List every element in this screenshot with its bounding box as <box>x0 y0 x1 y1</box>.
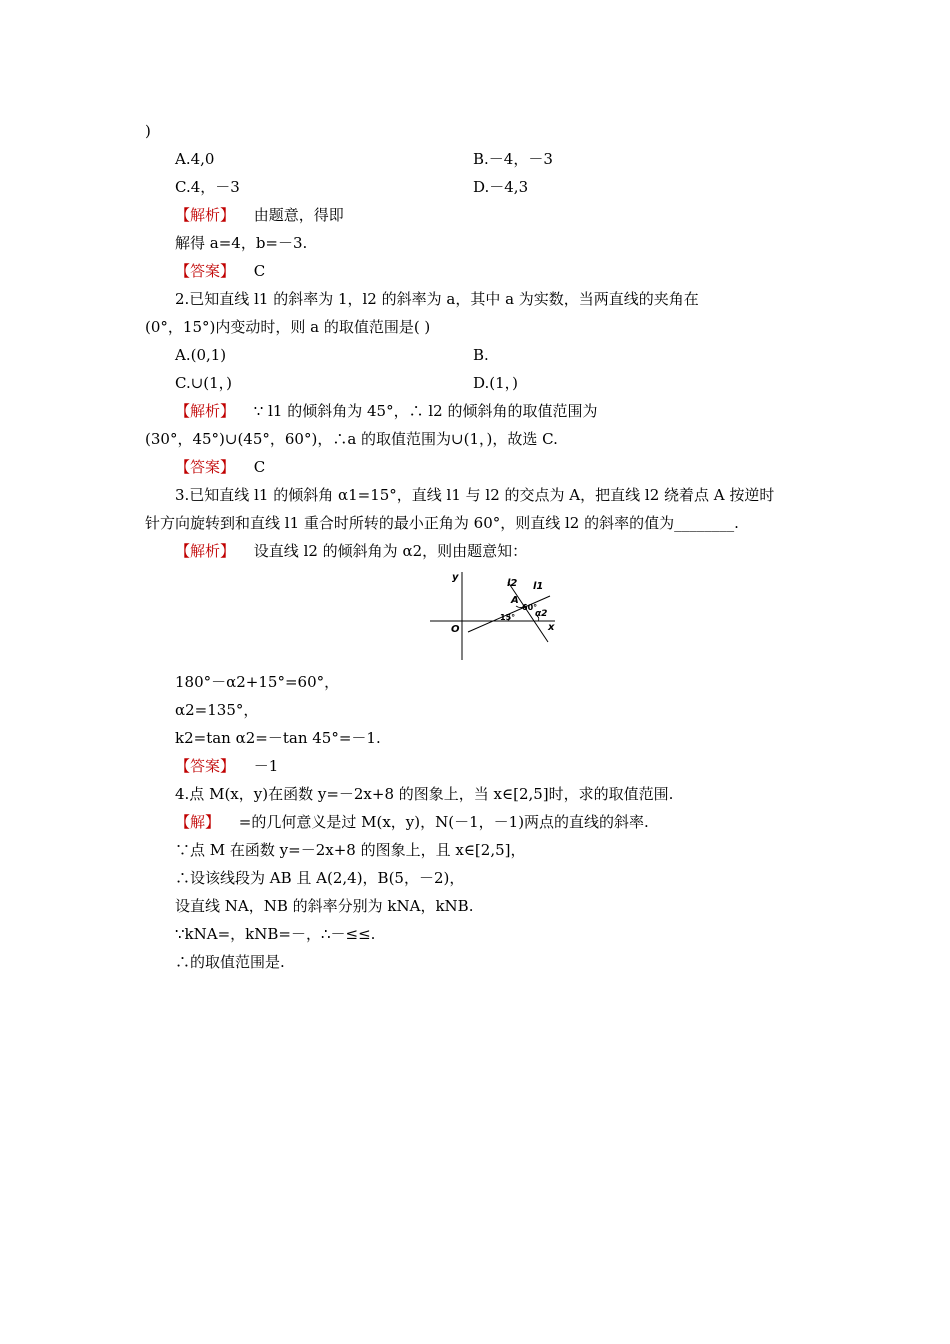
q3-equation-3: k2=tan α2=－tan 45°=－1. <box>175 729 381 747</box>
q2-analysis-2: (30°，45°)∪(45°，60°)，∴a 的取值范围为∪(1，)，故选 C. <box>145 430 558 448</box>
q4-solution-1 <box>175 812 649 832</box>
l1-label: l1 <box>533 581 544 592</box>
l2-label: l2 <box>507 578 518 589</box>
q3-answer-value: －1 <box>253 757 279 775</box>
point-a-label: A <box>511 595 519 606</box>
q4-stem: 4.点 M(x，y)在函数 y=－2x+8 的图象上，当 x∈[2,5]时，求的取值范围. <box>175 785 674 803</box>
q4-solution-5: ∵kNA=，kNB=－，∴－≤≤. <box>175 925 376 943</box>
q1-answer <box>175 261 265 281</box>
q1-option-c: C.4，－3 <box>175 178 240 196</box>
q1-analysis-tag: 【解析】 <box>175 206 236 224</box>
y-axis-label: y <box>452 572 459 583</box>
q4-solution-tag: 【解】 <box>175 813 221 831</box>
q2-options-row-1 <box>175 345 489 365</box>
q4-solution-4: 设直线 NA，NB 的斜率分别为 kNA，kNB. <box>175 897 474 915</box>
q1-analysis-text: 由题意，得即 <box>253 206 344 224</box>
q2-answer-tag: 【答案】 <box>175 458 236 476</box>
q1-option-d: D.－4,3 <box>473 178 529 196</box>
q1-solve: 解得 a=4，b=－3. <box>175 234 308 252</box>
q1-answer-tag: 【答案】 <box>175 262 236 280</box>
q1-answer-value: C <box>253 262 266 280</box>
q1-options-row-1 <box>175 149 553 169</box>
q1-analysis <box>175 205 344 225</box>
q1-option-a: A.4,0 <box>175 150 215 168</box>
q3-equation-2: α2=135°， <box>175 701 259 719</box>
q3-figure <box>430 570 560 662</box>
q2-answer <box>175 457 265 477</box>
q2-option-b: B. <box>473 346 489 364</box>
q2-stem-2: (0°，15°)内变动时，则 a 的取值范围是( ) <box>145 318 431 336</box>
q1-option-b: B.－4，－3 <box>473 150 553 168</box>
q3-stem-1: 3.已知直线 l1 的倾斜角 α1=15°，直线 l1 与 l2 的交点为 A，把直线 l2 绕着点 A 按逆时 <box>175 486 775 504</box>
q2-options-row-2 <box>175 373 519 393</box>
q2-analysis-tag: 【解析】 <box>175 402 236 420</box>
alpha2-label: α2 <box>535 609 548 619</box>
q2-stem-1: 2.已知直线 l1 的斜率为 1，l2 的斜率为 a，其中 a 为实数，当两直线的夹角在 <box>175 290 699 308</box>
q2-analysis-1 <box>175 401 597 421</box>
q3-analysis <box>175 541 527 561</box>
q4-solution-6: ∴的取值范围是. <box>175 953 285 971</box>
q2-option-a: A.(0,1) <box>175 346 227 364</box>
q3-equation-1: 180°－α2+15°=60°， <box>175 673 340 691</box>
x-axis-label: x <box>548 622 555 633</box>
q4-solution-3: ∴设该线段为 AB 且 A(2,4)，B(5，－2)， <box>175 869 465 887</box>
q2-option-d: D.(1，) <box>473 374 519 392</box>
angle-60-label: 60° <box>522 603 538 612</box>
q1-paren-close: ) <box>145 122 151 140</box>
q3-stem-2: 针方向旋转到和直线 l1 重合时所转的最小正角为 60°，则直线 l2 的斜率的值为________. <box>145 514 739 532</box>
q3-analysis-text: 设直线 l2 的倾斜角为 α2，则由题意知： <box>253 542 528 560</box>
origin-label: O <box>451 624 460 635</box>
q3-analysis-tag: 【解析】 <box>175 542 236 560</box>
q2-answer-value: C <box>253 458 266 476</box>
q4-solution-2: ∵点 M 在函数 y=－2x+8 的图象上，且 x∈[2,5]， <box>175 841 526 859</box>
q3-answer-tag: 【答案】 <box>175 757 236 775</box>
q2-analysis-text-1: ∵ l1 的倾斜角为 45°，∴ l2 的倾斜角的取值范围为 <box>253 402 598 420</box>
q4-solution-text-1: =的几何意义是过 M(x，y)，N(－1，－1)两点的直线的斜率. <box>238 813 649 831</box>
q3-answer <box>175 756 278 776</box>
angle-15-label: 15° <box>500 613 516 622</box>
q1-options-row-2 <box>175 177 529 197</box>
q2-option-c: C.∪(1，) <box>175 374 233 392</box>
